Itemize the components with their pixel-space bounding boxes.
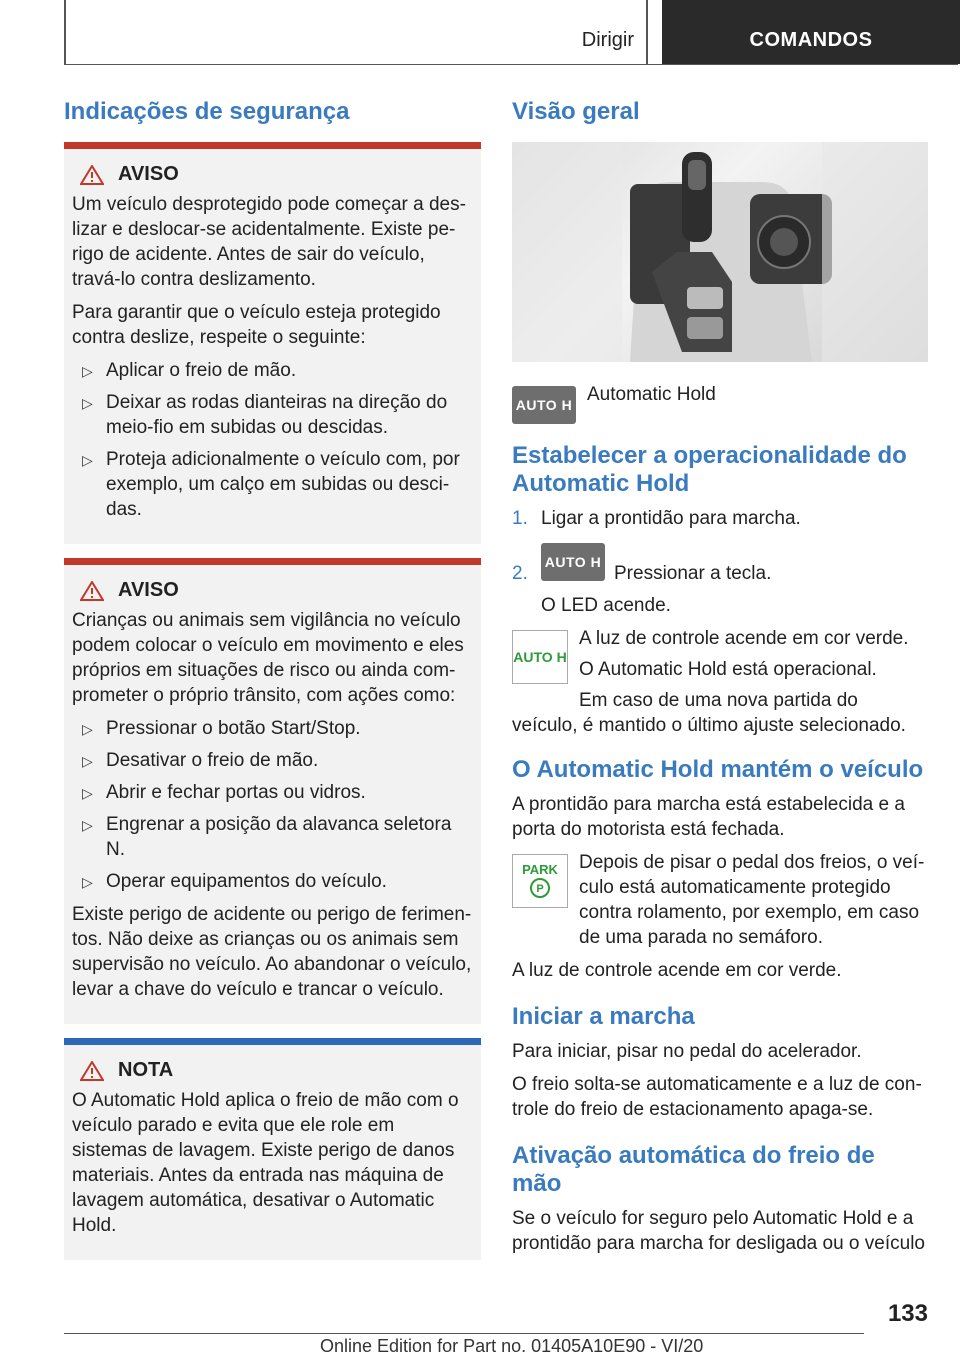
warning-1-list <box>72 358 473 522</box>
lamp-text-3: Em caso de uma nova partida do veículo, é mantido o último ajuste selecionado. <box>512 690 906 736</box>
lamp-text-2: O Automatic Hold está operacional. <box>579 659 877 680</box>
header-chapter-tab <box>662 0 960 64</box>
start-text-2: O freio solta-se automaticamente e a luz de controle do freio de estacionamento apaga-se. <box>512 1074 922 1120</box>
header-chapter-label: COMANDOS <box>749 29 873 51</box>
park-text: Depois de pisar o pedal dos freios, o veículo está automaticamente protegido contra rolamento, por exemplo, em caso de uma parada no semáforo. <box>579 852 925 948</box>
auto-hold-indicator-lamp <box>512 630 568 684</box>
auto-hold-button-icon: AUTO H <box>512 386 576 424</box>
list-item: ▷ Abrir e fechar portas ou vidros. <box>72 780 473 805</box>
list-item: ▷ Engrenar a posição da alavanca seletora N. <box>82 814 452 860</box>
page-number: 133 <box>887 1300 928 1327</box>
list-item: ▷ Aplicar o freio de mão. <box>72 358 473 383</box>
step-item <box>512 543 928 583</box>
warning-box-1-title <box>80 163 473 186</box>
list-item: ▷ Proteja adicionalmente o veículo com, por exemplo, um calço em subidas ou descidas. <box>82 449 460 520</box>
triangle-bullet-icon: ▷ <box>82 817 93 833</box>
holds-title: O Automatic Hold mantém o veículo <box>512 756 924 783</box>
auto-parking-brake-text: Se o veículo for seguro pelo Automatic Hold e a prontidão para marcha for desligada ou o veículo <box>512 1208 925 1254</box>
left-column <box>64 98 481 1260</box>
note-text: O Automatic Hold aplica o freio de mão com o veículo parado e evita que ele role em sistemas de lavagem. Existe perigo de danos materiais. Antes da entrada nas máquina de lavagem automática, desativar o Automatic Hold. <box>72 1090 459 1236</box>
header-divider <box>64 64 958 65</box>
setup-title: Estabelecer a operacionalidade do Automatic Hold <box>512 442 907 497</box>
led-text: O LED acende. <box>541 595 671 616</box>
park-lamp-icon: PARK P <box>522 863 558 899</box>
warning-1-text: Um veículo desprotegido pode começar a deslizar e deslocar-se acidentalmente. Existe perigo de acidente. Antes de sair do veículo, travá-lo contra deslizamento. <box>72 194 466 290</box>
warning-2-conclusion: Existe perigo de acidente ou perigo de ferimentos. Não deixe as crianças ou os animais sem supervisão no veículo. Ao abandonar o veículo, levar a chave do veículo e trancar o veículo. <box>72 904 472 1000</box>
warning-2-text: Crianças ou animais sem vigilância no veículo podem colocar o veículo em movimento e eles próprios em situações de risco ou ainda comprometer o próprio trânsito, com ações como: <box>72 610 464 706</box>
warning-1-intro: Para garantir que o veículo esteja protegido contra deslize, respeite o seguinte: <box>72 302 441 348</box>
warning-triangle-icon <box>80 1061 104 1081</box>
warning-box-1 <box>64 142 481 544</box>
auto-parking-brake-title: Ativação automática do freio de mão <box>512 1142 875 1197</box>
triangle-bullet-icon: ▷ <box>82 395 93 411</box>
overview-title: Visão geral <box>512 98 640 125</box>
header-section-label: Dirigir <box>581 29 634 51</box>
note-label: NOTA <box>118 1059 174 1081</box>
triangle-bullet-icon: ▷ <box>82 874 93 890</box>
header-section-tab <box>64 0 648 64</box>
holds-text-1: A prontidão para marcha está estabelecida e a porta do motorista está fechada. <box>512 794 905 840</box>
warning-triangle-icon <box>80 581 104 601</box>
auto-hold-caption: Automatic Hold <box>587 384 716 405</box>
step-text: Pressionar a tecla. <box>614 563 772 584</box>
step-number: 2. <box>512 563 528 584</box>
center-console-illustration <box>512 142 928 362</box>
start-title: Iniciar a marcha <box>512 1003 695 1030</box>
triangle-bullet-icon: ▷ <box>82 721 93 737</box>
triangle-bullet-icon: ▷ <box>82 363 93 379</box>
footer-divider <box>64 1333 864 1334</box>
triangle-bullet-icon: ▷ <box>82 753 93 769</box>
step-text: Ligar a prontidão para marcha. <box>541 508 801 529</box>
park-circle-icon <box>529 877 551 899</box>
right-column <box>512 98 928 1264</box>
warning-2-list <box>72 716 473 894</box>
auto-hold-button-icon: AUTO H <box>541 543 605 581</box>
step-item <box>512 506 928 531</box>
list-item: ▷ Pressionar o botão Start/Stop. <box>72 716 473 741</box>
list-item: ▷ Desativar o freio de mão. <box>72 748 473 773</box>
note-box-title <box>80 1059 473 1082</box>
triangle-bullet-icon: ▷ <box>82 452 93 468</box>
lamp-text-1: A luz de controle acende em cor verde. <box>579 628 909 649</box>
warning-box-2-title <box>80 579 473 602</box>
footer-edition: Online Edition for Part no. 01405A10E90 - VI/20 <box>320 1336 704 1356</box>
warning-label: AVISO <box>118 579 179 601</box>
warning-triangle-icon <box>80 165 104 185</box>
step-number: 1. <box>512 508 528 529</box>
setup-steps <box>512 506 928 583</box>
safety-title: Indicações de segurança <box>64 98 350 125</box>
center-console-photo <box>512 142 928 362</box>
park-indicator-lamp <box>512 854 568 908</box>
lamp-row <box>512 626 928 738</box>
park-row <box>512 850 928 950</box>
warning-label: AVISO <box>118 163 179 185</box>
holds-text-2: A luz de controle acende em cor verde. <box>512 960 842 981</box>
svg-text:P: P <box>536 883 544 895</box>
auto-hold-button-legend <box>512 382 928 428</box>
start-text-1: Para iniciar, pisar no pedal do acelerador. <box>512 1041 862 1062</box>
list-item: ▷ Operar equipamentos do veículo. <box>72 869 473 894</box>
auto-hold-lamp-icon: AUTO H <box>513 649 567 665</box>
note-box <box>64 1038 481 1260</box>
warning-box-2 <box>64 558 481 1024</box>
triangle-bullet-icon: ▷ <box>82 785 93 801</box>
list-item: ▷ Deixar as rodas dianteiras na direção do meio-fio em subidas ou descidas. <box>82 392 448 438</box>
